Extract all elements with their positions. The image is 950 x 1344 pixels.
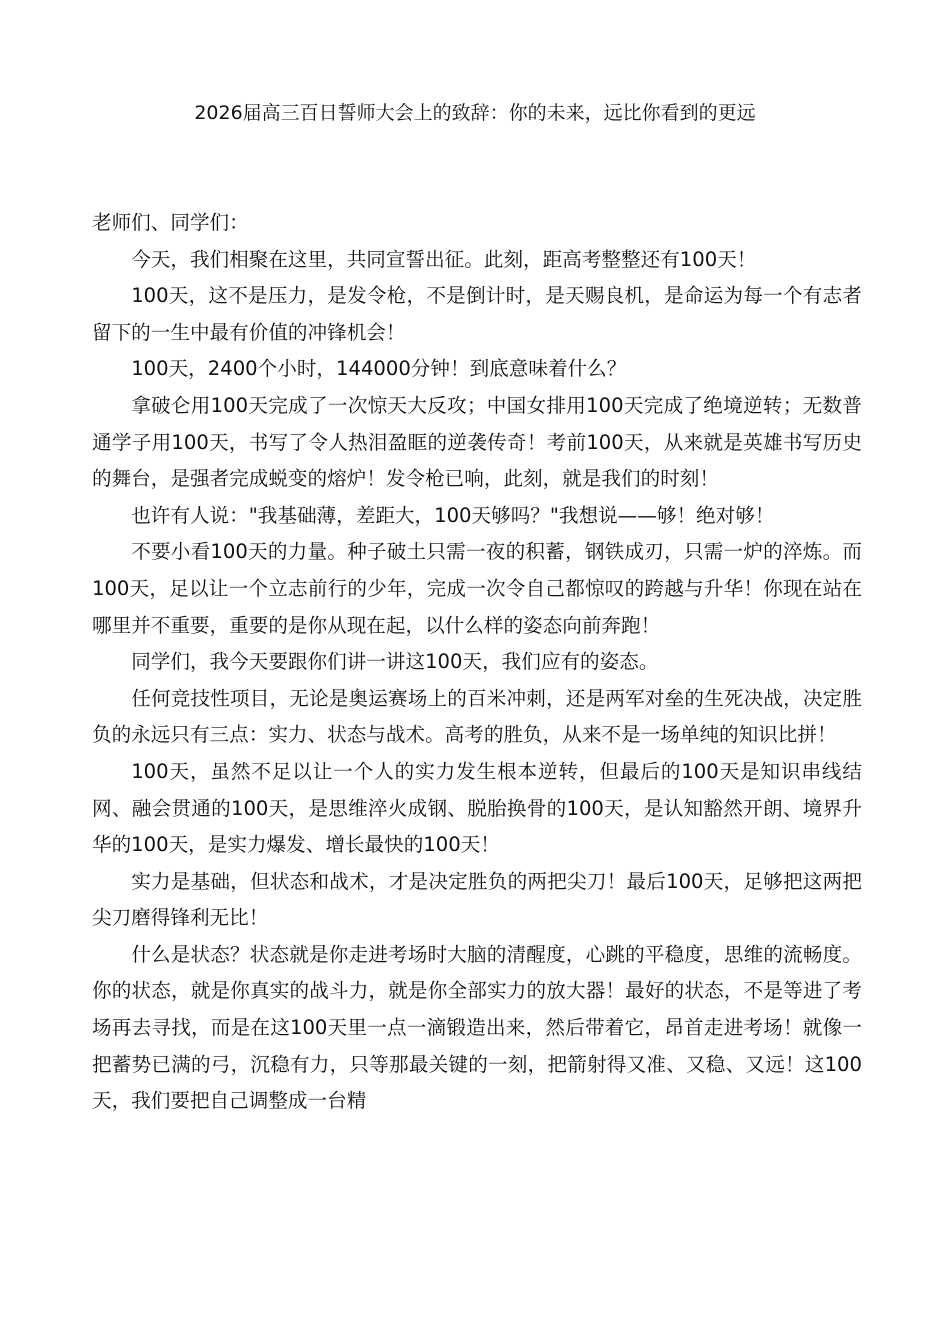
document-title: 2026届高三百日誓师大会上的致辞：你的未来，远比你看到的更远 [194, 102, 756, 124]
paragraph: 实力是基础，但状态和战术，才是决定胜负的两把尖刀！最后100天，足够把这两把尖刀磨得锋利无比！ [92, 869, 862, 930]
paragraph: 拿破仑用100天完成了一次惊天大反攻；中国女排用100天完成了绝境逆转；无数普通学子用100天，书写了令人热泪盈眶的逆袭传奇！考前100天，从来就是英雄书写历史的舞台，是强者完成蜕变的熔炉！发令枪已响，此刻，就是我们的时刻！ [92, 393, 862, 491]
paragraph: 同学们，我今天要跟你们讲一讲这100天，我们应有的姿态。 [131, 650, 659, 674]
paragraph: 不要小看100天的力量。种子破土只需一夜的积蓄，钢铁成刃，只需一炉的淬炼。而100天，足以让一个立志前行的少年，完成一次令自己都惊叹的跨越与升华！你现在站在哪里并不重要，重要的是你从现在起，以什么样的姿态向前奔跑！ [92, 540, 862, 637]
document-body [92, 205, 862, 1120]
paragraph: 100天，这不是压力，是发令枪，不是倒计时，是天赐良机，是命运为每一个有志者留下的一生中最有价值的冲锋机会！ [92, 284, 862, 344]
paragraph: 100天，虽然不足以让一个人的实力发生根本逆转，但最后的100天是知识串线结网、融会贯通的100天，是思维淬火成钢、脱胎换骨的100天，是认知豁然开朗、境界升华的100天，是实力爆发、增长最快的100天！ [92, 759, 862, 857]
salutation: 老师们、同学们： [92, 211, 249, 234]
paragraph: 什么是状态？状态就是你走进考场时大脑的清醒度，心跳的平稳度，思维的流畅度。你的状态，就是你真实的战斗力，就是你全部实力的放大器！最好的状态，不是等进了考场再去寻找，而是在这100天里一点一滴锻造出来，然后带着它，昂首走进考场！就像一把蓄势已满的弓，沉稳有力，只等那最关键的一刻，把箭射得又准、又稳、又远！这100天，我们要把自己调整成一台精 [92, 942, 862, 1113]
paragraph: 100天，2400个小时，144000分钟！到底意味着什么？ [131, 357, 627, 381]
paragraph: 也许有人说："我基础薄，差距大，100天够吗？"我想说——够！绝对够！ [131, 503, 775, 527]
paragraph: 任何竞技性项目，无论是奥运赛场上的百米冲刺，还是两军对垒的生死决战，决定胜负的永远只有三点：实力、状态与战术。高考的胜负，从来不是一场单纯的知识比拼！ [92, 686, 862, 747]
paragraph: 今天，我们相聚在这里，共同宣誓出征。此刻，距高考整整还有100天！ [131, 247, 757, 271]
